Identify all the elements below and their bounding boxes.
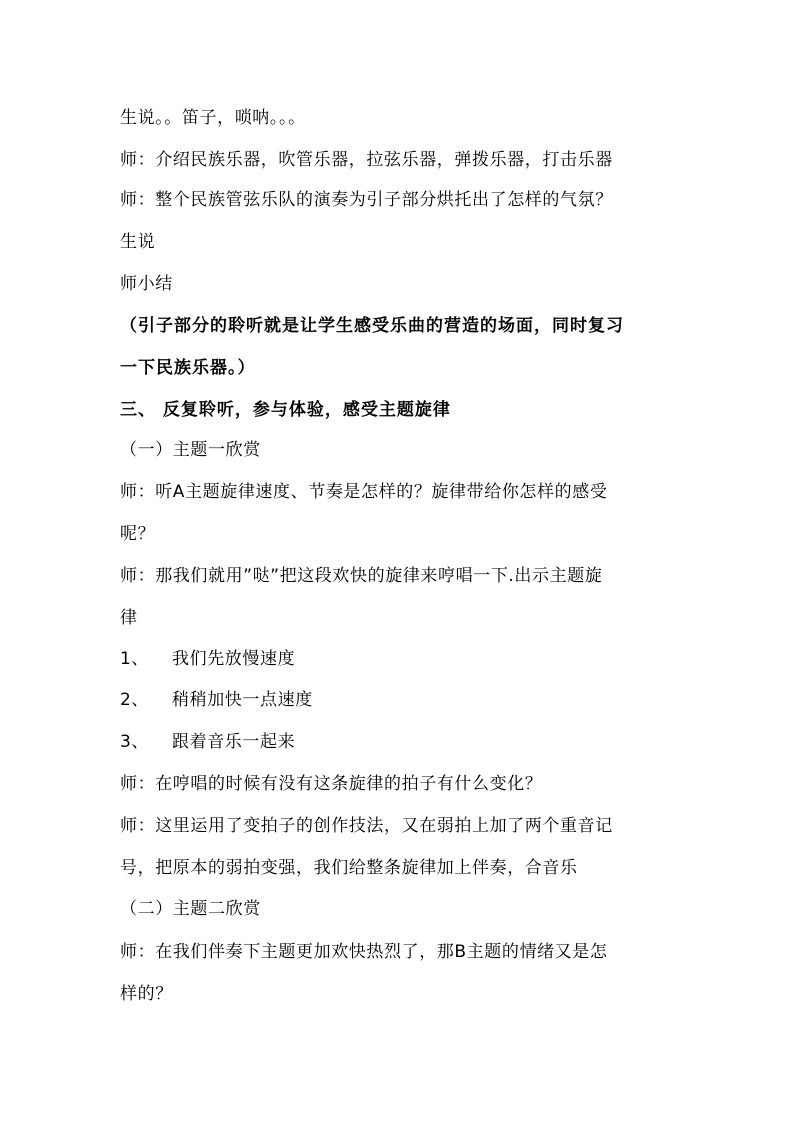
text-line: 生说 <box>120 232 156 252</box>
bold-text-line: （引子部分的聆听就是让学生感受乐曲的营造的场面，同时复习 <box>120 316 624 336</box>
bold-text-line: 一下民族乐器。） <box>120 358 256 378</box>
text-line: 师：整个民族管弦乐队的演奏为引子部分烘托出了怎样的气氛？ <box>120 190 613 210</box>
list-text: 稍稍加快一点速度 <box>172 690 313 710</box>
text-line: 号，把原本的弱拍变强，我们给整条旋律加上伴奏，合音乐 <box>120 858 578 878</box>
list-item <box>120 730 680 754</box>
list-number: 3、 <box>120 732 150 752</box>
text-line: 律 <box>120 608 138 628</box>
text-line: 生说。。笛子，唢呐。。。 <box>120 108 306 128</box>
text-line: 师：介绍民族乐器，吹管乐器，拉弦乐器，弹拨乐器，打击乐器 <box>120 150 613 170</box>
subsection-heading: （二）主题二欣赏 <box>120 899 261 919</box>
text-line: 师：那我们就用”哒”把这段欢快的旋律来哼唱一下.出示主题旋 <box>120 566 603 586</box>
list-number: 2、 <box>120 690 150 710</box>
list-item <box>120 647 680 671</box>
text-line: 师：听A主题旋律速度、节奏是怎样的？旋律带给你怎样的感受 <box>120 482 608 502</box>
section-heading: 三、 反复聆听，参与体验，感受主题旋律 <box>120 400 451 420</box>
text-line: 呢？ <box>120 524 156 544</box>
subsection-heading: （一）主题一欣赏 <box>120 440 261 460</box>
list-text: 跟着音乐一起来 <box>172 732 296 752</box>
text-line: 样的？ <box>120 984 173 1004</box>
list-text: 我们先放慢速度 <box>172 649 296 669</box>
text-line: 师：在哼唱的时候有没有这条旋律的拍子有什么变化？ <box>120 774 543 794</box>
text-line: 师：在我们伴奏下主题更加欢快热烈了，那B主题的情绪又是怎 <box>120 942 608 962</box>
list-item <box>120 688 680 712</box>
text-line: 师：这里运用了变拍子的创作技法，又在弱拍上加了两个重音记 <box>120 816 613 836</box>
list-number: 1、 <box>120 649 150 669</box>
text-line: 师小结 <box>120 274 173 294</box>
